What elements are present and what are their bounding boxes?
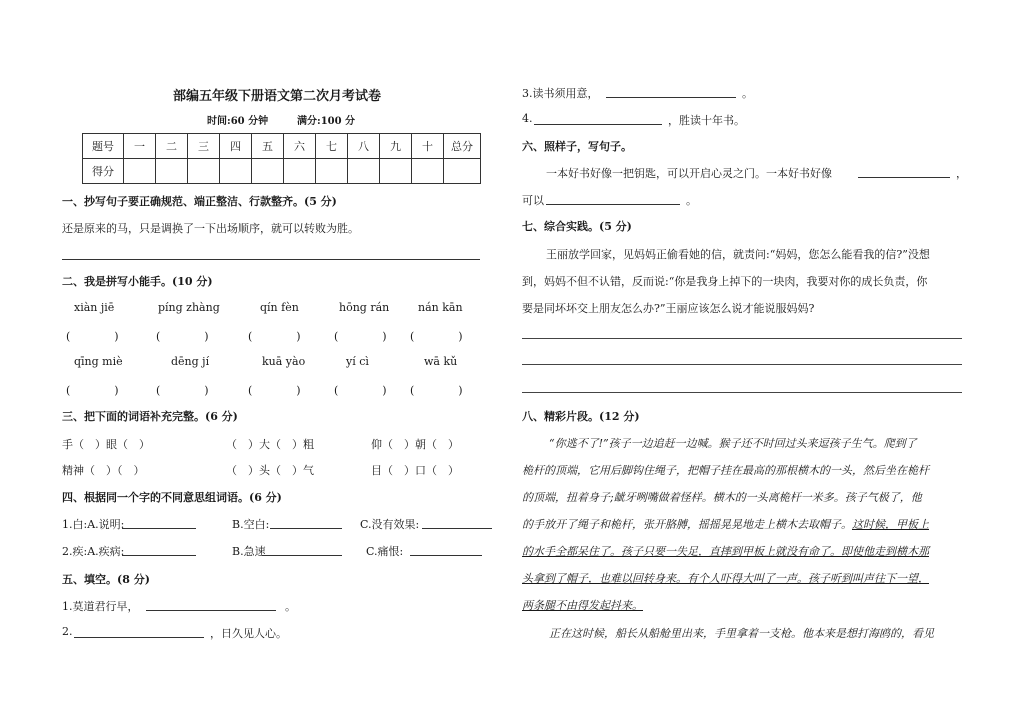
passage-line: “你逃不了!”孩子一边追赶一边喊。猴子还不时回过头来逗孩子生气。爬到了 (549, 437, 917, 450)
word-item: 1.白:A.说明: (62, 518, 125, 531)
passage-underlined-text: 头拿到了帽子，也难以回转身来。有个人吓得大叫了一声。 (522, 572, 808, 585)
score-table-header-row (83, 134, 481, 159)
score-input-cell[interactable] (252, 159, 284, 184)
idiom-fill[interactable]: 手（ ）眼（ ） (62, 438, 150, 451)
score-input-cell[interactable] (284, 159, 316, 184)
word-answer-line[interactable] (410, 555, 482, 556)
section-1-title: 一、抄写句子要正确规范、端正整洁、行款整齐。(5 分) (62, 195, 337, 208)
score-input-cell[interactable] (316, 159, 348, 184)
fill-q3-end: 。 (742, 87, 753, 100)
score-cell: 总分 (444, 134, 481, 159)
fill-q4-end: ，胜读十年书。 (668, 114, 745, 127)
passage-line: 的顶端，扭着身子;龇牙咧嘴做着怪样。横木的一头离桅杆一米多。孩子气极了，他 (522, 491, 922, 504)
score-input-cell[interactable] (348, 159, 380, 184)
word-item: C.痛恨: (366, 545, 404, 558)
passage-line: 正在这时候，船长从船舱里出来，手里拿着一支枪。他本来是想打海鸥的，看见 (549, 627, 934, 640)
pinyin-answer-blank[interactable]: ( ) (156, 330, 209, 343)
passage-underlined-line (522, 570, 929, 586)
practice-answer-line[interactable] (522, 392, 962, 393)
pinyin: yí cì (346, 355, 369, 368)
score-cell: 八 (348, 134, 380, 159)
score-input-cell[interactable] (444, 159, 481, 184)
copy-sentence: 还是原来的马，只是调换了一下出场顺序，就可以转败为胜。 (62, 222, 359, 235)
section-2-title: 二、我是拼写小能手。(10 分) (62, 275, 213, 288)
word-item: B.空白: (232, 518, 270, 531)
word-item: C.没有效果: (360, 518, 420, 531)
fill-q2: 2. (62, 625, 73, 638)
pinyin-answer-blank[interactable]: ( ) (410, 384, 463, 397)
score-table-score-row (83, 159, 481, 184)
score-cell: 六 (284, 134, 316, 159)
section-8-title: 八、精彩片段。(12 分) (522, 410, 640, 423)
score-input-cell[interactable] (380, 159, 412, 184)
practice-answer-line[interactable] (522, 338, 962, 339)
idiom-fill[interactable]: （ ）头（ ）气 (226, 464, 314, 477)
pinyin-answer-blank[interactable]: ( ) (66, 330, 119, 343)
pinyin: wā kǔ (424, 355, 458, 368)
score-cell: 七 (316, 134, 348, 159)
example-sentence: 一本好书好像一把钥匙，可以开启心灵之门。一本好书好像 (546, 167, 832, 180)
fill-q1-end: 。 (285, 600, 296, 613)
score-input-cell[interactable] (188, 159, 220, 184)
idiom-fill[interactable]: （ ）大（ ）粗 (226, 438, 314, 451)
pinyin: píng zhàng (158, 301, 220, 314)
idiom-fill[interactable]: 精神（ ）（ ） (62, 464, 145, 477)
practice-answer-line[interactable] (522, 364, 962, 365)
fill-q3: 3.读书须用意， (522, 87, 599, 100)
passage-line (522, 516, 929, 532)
passage-text: 的手放开了绳子和桅杆，张开胳膊，摇摇晃晃地走上横木去取帽子。 (522, 518, 852, 531)
pinyin: qīng miè (74, 355, 123, 368)
practice-text: 要是同坏坏交上朋友怎么办?”王丽应该怎么说才能说服妈妈? (522, 302, 815, 315)
pinyin-answer-blank[interactable]: ( ) (410, 330, 463, 343)
fill-answer-line[interactable] (146, 610, 276, 611)
score-cell: 五 (252, 134, 284, 159)
score-cell: 得分 (83, 159, 124, 184)
passage-underlined-text: 孩子听到叫声往下一望， (808, 572, 929, 585)
example-sentence-cont: 可以 (522, 194, 544, 207)
sentence-answer-line[interactable] (858, 177, 950, 178)
word-answer-line[interactable] (422, 528, 492, 529)
fill-answer-line[interactable] (606, 97, 736, 98)
section-7-title: 七、综合实践。(5 分) (522, 220, 632, 233)
section-3-title: 三、把下面的词语补充完整。(6 分) (62, 410, 238, 423)
exam-time: 时间:60 分钟 (207, 116, 269, 127)
word-item: B.急速 (232, 545, 266, 558)
score-input-cell[interactable] (220, 159, 252, 184)
word-answer-line[interactable] (270, 528, 342, 529)
passage-underlined-line: 两条腿不由得发起抖来。 (522, 599, 643, 612)
passage-underlined-text: 这时候，甲板上 (852, 518, 929, 531)
section-4-title: 四、根据同一个字的不同意思组词语。(6 分) (62, 491, 282, 504)
pinyin-answer-blank[interactable]: ( ) (248, 330, 301, 343)
passage-underlined-line: 的水手全都呆住了。孩子只要一失足，直摔到甲板上就没有命了。即使他走到横木那 (522, 545, 929, 558)
copy-answer-line[interactable] (62, 259, 480, 260)
pinyin: qín fèn (260, 301, 299, 314)
page-title: 部编五年级下册语文第二次月考试卷 (173, 89, 382, 104)
score-cell: 九 (380, 134, 412, 159)
score-cell: 题号 (83, 134, 124, 159)
pinyin-answer-blank[interactable]: ( ) (334, 384, 387, 397)
score-cell: 三 (188, 134, 220, 159)
pinyin-answer-blank[interactable]: ( ) (156, 384, 209, 397)
pinyin-answer-blank[interactable]: ( ) (248, 384, 301, 397)
idiom-fill[interactable]: 仰（ ）朝（ ） (371, 438, 459, 451)
pinyin: dēng jí (171, 355, 210, 368)
score-cell: 二 (156, 134, 188, 159)
fill-q2-end: ，日久见人心。 (210, 627, 287, 640)
score-input-cell[interactable] (412, 159, 444, 184)
score-cell: 四 (220, 134, 252, 159)
fill-answer-line[interactable] (74, 637, 204, 638)
pinyin: nán kān (418, 301, 463, 314)
section-5-title: 五、填空。(8 分) (62, 573, 150, 586)
score-cell: 十 (412, 134, 444, 159)
word-answer-line[interactable] (122, 555, 196, 556)
practice-text: 王丽放学回家，见妈妈正偷看她的信，就责问:“妈妈，您怎么能看我的信?”没想 (546, 248, 930, 261)
score-input-cell[interactable] (156, 159, 188, 184)
pinyin: kuā yào (262, 355, 306, 368)
idiom-fill[interactable]: 目（ ）口（ ） (371, 464, 459, 477)
passage-line: 桅杆的顶端，它用后脚钩住绳子，把帽子挂在最高的那根横木的一头，然后坐在桅杆 (522, 464, 929, 477)
practice-text: 到，妈妈不但不认错，反而说:“你是我身上掉下的一块肉，我要对你的成长负责，你 (522, 275, 928, 288)
pinyin: hōng rán (339, 301, 390, 314)
sentence-answer-line[interactable] (546, 204, 680, 205)
score-table (82, 133, 481, 184)
punct: ， (956, 167, 967, 180)
fill-q1: 1.莫道君行早， (62, 600, 139, 613)
fill-q4: 4. (522, 112, 533, 125)
word-answer-line[interactable] (262, 555, 342, 556)
word-answer-line[interactable] (122, 528, 196, 529)
word-item: 2.疾:A.疾病: (62, 545, 125, 558)
score-input-cell[interactable] (124, 159, 156, 184)
pinyin-answer-blank[interactable]: ( ) (66, 384, 119, 397)
score-cell: 一 (124, 134, 156, 159)
fill-answer-line[interactable] (534, 124, 662, 125)
section-6-title: 六、照样子，写句子。 (522, 140, 632, 153)
punct: 。 (686, 194, 697, 207)
exam-full-score: 满分:100 分 (297, 116, 356, 127)
pinyin: xiàn jiē (74, 301, 115, 314)
pinyin-answer-blank[interactable]: ( ) (334, 330, 387, 343)
